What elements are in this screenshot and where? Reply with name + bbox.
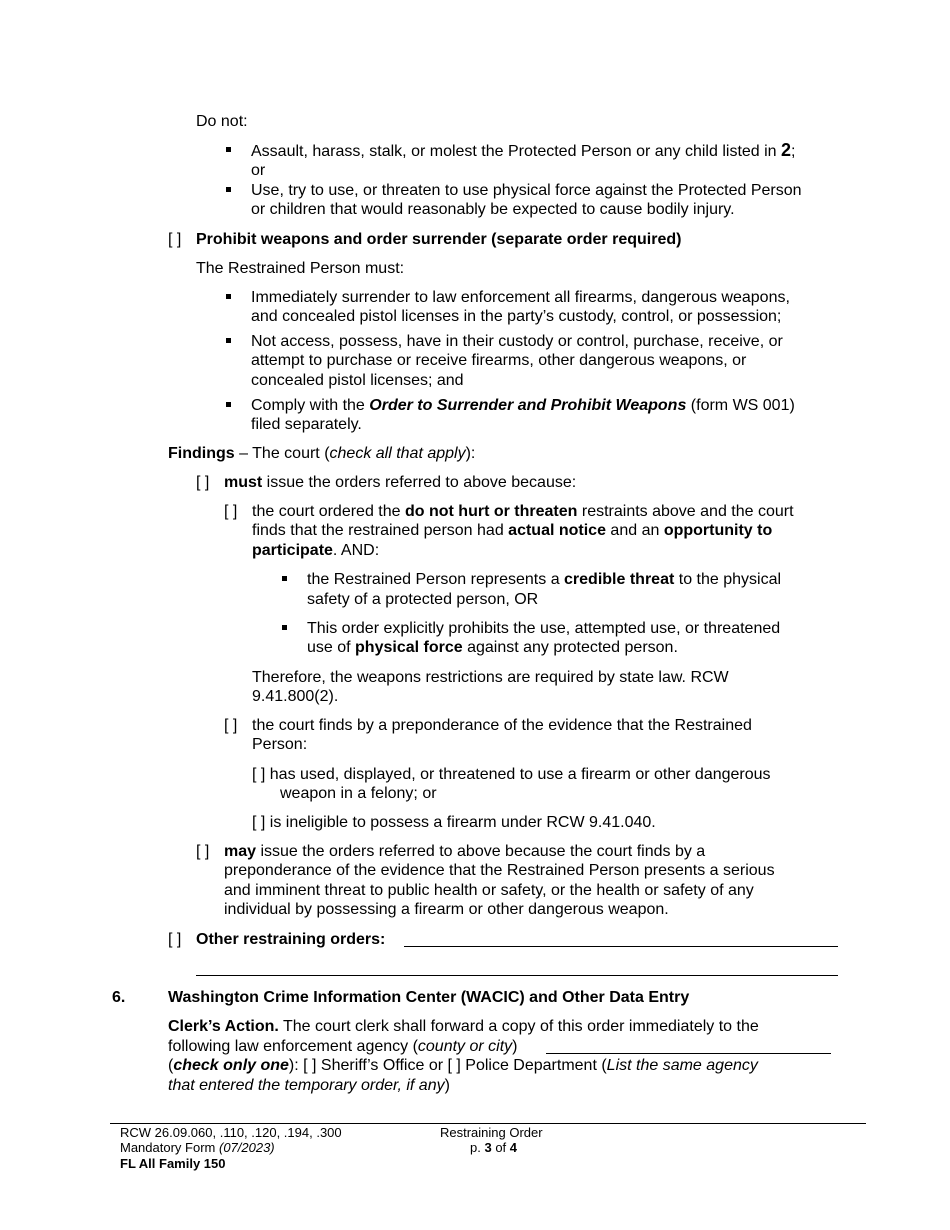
must-checkbox[interactable]: [ ] bbox=[196, 474, 210, 491]
may-line1: may issue the orders referred to above because the court finds by a bbox=[224, 843, 706, 860]
other-orders-checkbox[interactable]: [ ] bbox=[168, 931, 182, 948]
opt2a-line2: weapon in a felony; or bbox=[280, 785, 437, 802]
weapons-heading: Prohibit weapons and order surrender (separate order required) bbox=[196, 231, 682, 248]
agency-field[interactable] bbox=[546, 1053, 831, 1054]
opt1-checkbox[interactable]: [ ] bbox=[224, 503, 238, 520]
section-6-number: 6. bbox=[112, 989, 126, 1006]
sub2-line2: use of physical force against any protected person. bbox=[307, 639, 678, 656]
sub1-line1: the Restrained Person represents a credible threat to the physical bbox=[307, 571, 782, 588]
therefore-line1: Therefore, the weapons restrictions are required by state law. RCW bbox=[252, 669, 729, 686]
opt2-checkbox[interactable]: [ ] bbox=[224, 717, 238, 734]
footer-title: Restraining Order bbox=[440, 1125, 543, 1140]
weapons-item-1-cont: and concealed pistol licenses in the party’s custody, control, or possession; bbox=[251, 308, 782, 325]
may-line2: preponderance of the evidence that the Restrained Person presents a serious bbox=[224, 862, 775, 879]
weapons-item-2-cont: attempt to purchase or receive firearms, other dangerous weapons, or bbox=[251, 352, 747, 369]
weapons-item-1: Immediately surrender to law enforcement all firearms, dangerous weapons, bbox=[251, 289, 790, 306]
do-not-item-2: Use, try to use, or threaten to use physical force against the Protected Person bbox=[251, 182, 802, 199]
bullet bbox=[226, 147, 231, 152]
do-not-item-1: Assault, harass, stalk, or molest the Protected Person or any child listed in 2; bbox=[251, 140, 796, 160]
footer-page: p. 3 of 4 bbox=[470, 1140, 518, 1155]
opt1-line2: finds that the restrained person had actual notice and an opportunity to bbox=[252, 522, 773, 539]
bullet bbox=[282, 625, 287, 630]
opt2b-line1[interactable]: [ ] is ineligible to possess a firearm under RCW 9.41.040. bbox=[252, 814, 656, 831]
restrained-must: The Restrained Person must: bbox=[196, 260, 405, 277]
opt2-line1: the court finds by a preponderance of the evidence that the Restrained bbox=[252, 717, 752, 734]
opt1-line3: participate. AND: bbox=[252, 542, 380, 559]
clerk-line3: (check only one): [ ] Sheriff’s Office or [ ] Police Department (List the same agency bbox=[168, 1057, 758, 1074]
bullet bbox=[226, 402, 231, 407]
do-not-item-2-cont: or children that would reasonably be expected to cause bodily injury. bbox=[251, 201, 735, 218]
footer-rule bbox=[110, 1123, 866, 1124]
section-6-heading: Washington Crime Information Center (WACIC) and Other Data Entry bbox=[168, 989, 690, 1006]
may-line4: individual by possessing a firearm or other dangerous weapon. bbox=[224, 901, 669, 918]
other-orders-label: Other restraining orders: bbox=[196, 931, 386, 948]
footer-form-id: FL All Family 150 bbox=[120, 1156, 226, 1171]
weapons-item-3: Comply with the Order to Surrender and Prohibit Weapons (form WS 001) bbox=[251, 397, 795, 414]
bullet bbox=[226, 338, 231, 343]
may-checkbox[interactable]: [ ] bbox=[196, 843, 210, 860]
footer-mandatory: Mandatory Form (07/2023) bbox=[120, 1140, 275, 1155]
opt2-line2: Person: bbox=[252, 736, 308, 753]
findings-line: Findings – The court (check all that apply): bbox=[168, 445, 476, 462]
sub1-line2: safety of a protected person, OR bbox=[307, 591, 539, 608]
may-line3: and imminent threat to public health or safety, or the health or safety of any bbox=[224, 882, 754, 899]
do-not-item-1-cont: or bbox=[251, 162, 266, 179]
other-orders-field-2[interactable] bbox=[196, 975, 838, 976]
must-line: must issue the orders referred to above because: bbox=[224, 474, 577, 491]
bullet bbox=[226, 294, 231, 299]
weapons-item-3-cont: filed separately. bbox=[251, 416, 362, 433]
weapons-item-2-cont2: concealed pistol licenses; and bbox=[251, 372, 464, 389]
other-orders-field[interactable] bbox=[404, 946, 838, 947]
clerk-line1: Clerk’s Action. The court clerk shall forward a copy of this order immediately to the bbox=[168, 1018, 759, 1035]
opt1-line1: the court ordered the do not hurt or threaten restraints above and the court bbox=[252, 503, 794, 520]
bullet bbox=[226, 187, 231, 192]
footer-rcw: RCW 26.09.060, .110, .120, .194, .300 bbox=[120, 1125, 342, 1140]
opt2a-line1[interactable]: [ ] has used, displayed, or threatened to use a firearm or other dangerous bbox=[252, 766, 771, 783]
bullet bbox=[282, 576, 287, 581]
do-not-label: Do not: bbox=[196, 113, 248, 130]
weapons-item-2: Not access, possess, have in their custody or control, purchase, receive, or bbox=[251, 333, 783, 350]
clerk-line4: that entered the temporary order, if any) bbox=[168, 1077, 450, 1094]
weapons-checkbox[interactable]: [ ] bbox=[168, 231, 182, 248]
therefore-line2: 9.41.800(2). bbox=[252, 688, 339, 705]
sub2-line1: This order explicitly prohibits the use, attempted use, or threatened bbox=[307, 620, 781, 637]
clerk-line2: following law enforcement agency (county or city) bbox=[168, 1038, 518, 1055]
